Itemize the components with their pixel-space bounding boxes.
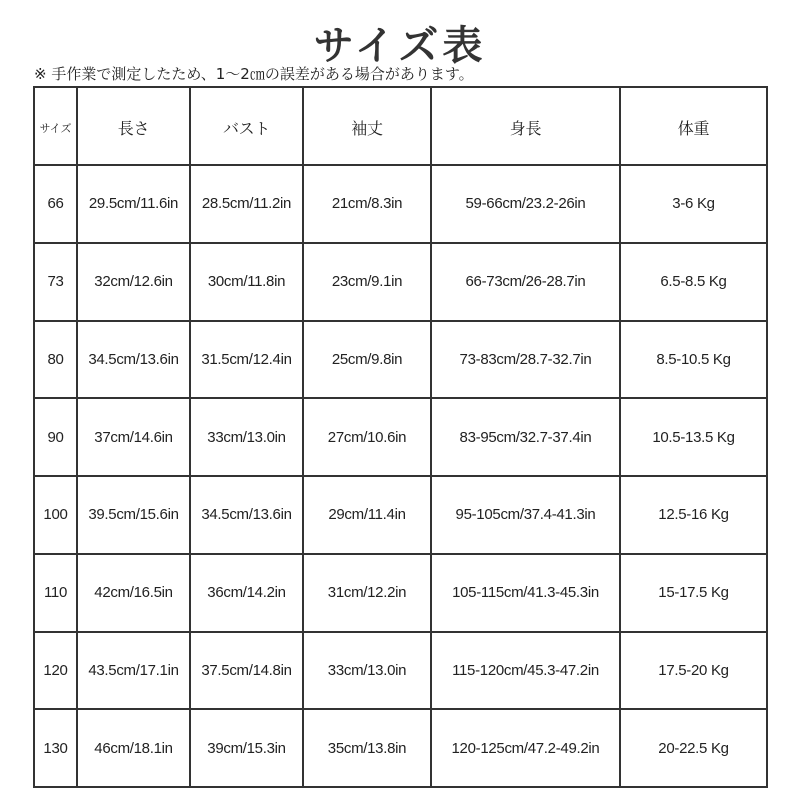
table-row xyxy=(34,709,767,787)
cell-bust: 30cm/11.8in xyxy=(190,243,303,321)
cell-height: 95-105cm/37.4-41.3in xyxy=(431,476,620,554)
cell-sleeve: 29cm/11.4in xyxy=(303,476,431,554)
cell-sleeve: 35cm/13.8in xyxy=(303,709,431,787)
header-weight: 体重 xyxy=(620,87,767,165)
cell-sleeve: 21cm/8.3in xyxy=(303,165,431,243)
header-length: 長さ xyxy=(77,87,190,165)
cell-bust: 36cm/14.2in xyxy=(190,554,303,632)
cell-length: 29.5cm/11.6in xyxy=(77,165,190,243)
cell-length: 37cm/14.6in xyxy=(77,398,190,476)
cell-weight: 6.5-8.5 Kg xyxy=(620,243,767,321)
table-row xyxy=(34,398,767,476)
header-sleeve: 袖丈 xyxy=(303,87,431,165)
cell-sleeve: 23cm/9.1in xyxy=(303,243,431,321)
header-row xyxy=(34,87,767,165)
cell-size: 90 xyxy=(34,398,77,476)
cell-size: 73 xyxy=(34,243,77,321)
table-row xyxy=(34,243,767,321)
page-title: サイズ表 xyxy=(313,23,487,69)
cell-weight: 10.5-13.5 Kg xyxy=(620,398,767,476)
cell-weight: 17.5-20 Kg xyxy=(620,632,767,710)
measurement-note: ※ 手作業で測定したため、1～2㎝の誤差がある場合があります。 xyxy=(34,65,474,83)
size-table xyxy=(33,86,768,788)
cell-length: 39.5cm/15.6in xyxy=(77,476,190,554)
cell-height: 105-115cm/41.3-45.3in xyxy=(431,554,620,632)
cell-weight: 8.5-10.5 Kg xyxy=(620,321,767,399)
cell-sleeve: 27cm/10.6in xyxy=(303,398,431,476)
table-row xyxy=(34,554,767,632)
cell-weight: 20-22.5 Kg xyxy=(620,709,767,787)
cell-weight: 3-6 Kg xyxy=(620,165,767,243)
table-row xyxy=(34,632,767,710)
cell-length: 34.5cm/13.6in xyxy=(77,321,190,399)
header-size: サイズ xyxy=(34,87,77,165)
cell-length: 42cm/16.5in xyxy=(77,554,190,632)
table-row xyxy=(34,165,767,243)
cell-weight: 12.5-16 Kg xyxy=(620,476,767,554)
cell-bust: 33cm/13.0in xyxy=(190,398,303,476)
cell-height: 59-66cm/23.2-26in xyxy=(431,165,620,243)
cell-bust: 34.5cm/13.6in xyxy=(190,476,303,554)
cell-height: 83-95cm/32.7-37.4in xyxy=(431,398,620,476)
table-row xyxy=(34,476,767,554)
cell-bust: 31.5cm/12.4in xyxy=(190,321,303,399)
cell-height: 115-120cm/45.3-47.2in xyxy=(431,632,620,710)
cell-size: 66 xyxy=(34,165,77,243)
cell-sleeve: 31cm/12.2in xyxy=(303,554,431,632)
cell-length: 32cm/12.6in xyxy=(77,243,190,321)
cell-length: 46cm/18.1in xyxy=(77,709,190,787)
cell-size: 110 xyxy=(34,554,77,632)
cell-bust: 28.5cm/11.2in xyxy=(190,165,303,243)
cell-height: 120-125cm/47.2-49.2in xyxy=(431,709,620,787)
cell-sleeve: 33cm/13.0in xyxy=(303,632,431,710)
cell-size: 80 xyxy=(34,321,77,399)
cell-weight: 15-17.5 Kg xyxy=(620,554,767,632)
header-bust: バスト xyxy=(190,87,303,165)
cell-height: 73-83cm/28.7-32.7in xyxy=(431,321,620,399)
cell-size: 100 xyxy=(34,476,77,554)
cell-length: 43.5cm/17.1in xyxy=(77,632,190,710)
header-height: 身長 xyxy=(431,87,620,165)
cell-sleeve: 25cm/9.8in xyxy=(303,321,431,399)
cell-size: 120 xyxy=(34,632,77,710)
cell-bust: 39cm/15.3in xyxy=(190,709,303,787)
table-row xyxy=(34,321,767,399)
cell-size: 130 xyxy=(34,709,77,787)
cell-height: 66-73cm/26-28.7in xyxy=(431,243,620,321)
cell-bust: 37.5cm/14.8in xyxy=(190,632,303,710)
